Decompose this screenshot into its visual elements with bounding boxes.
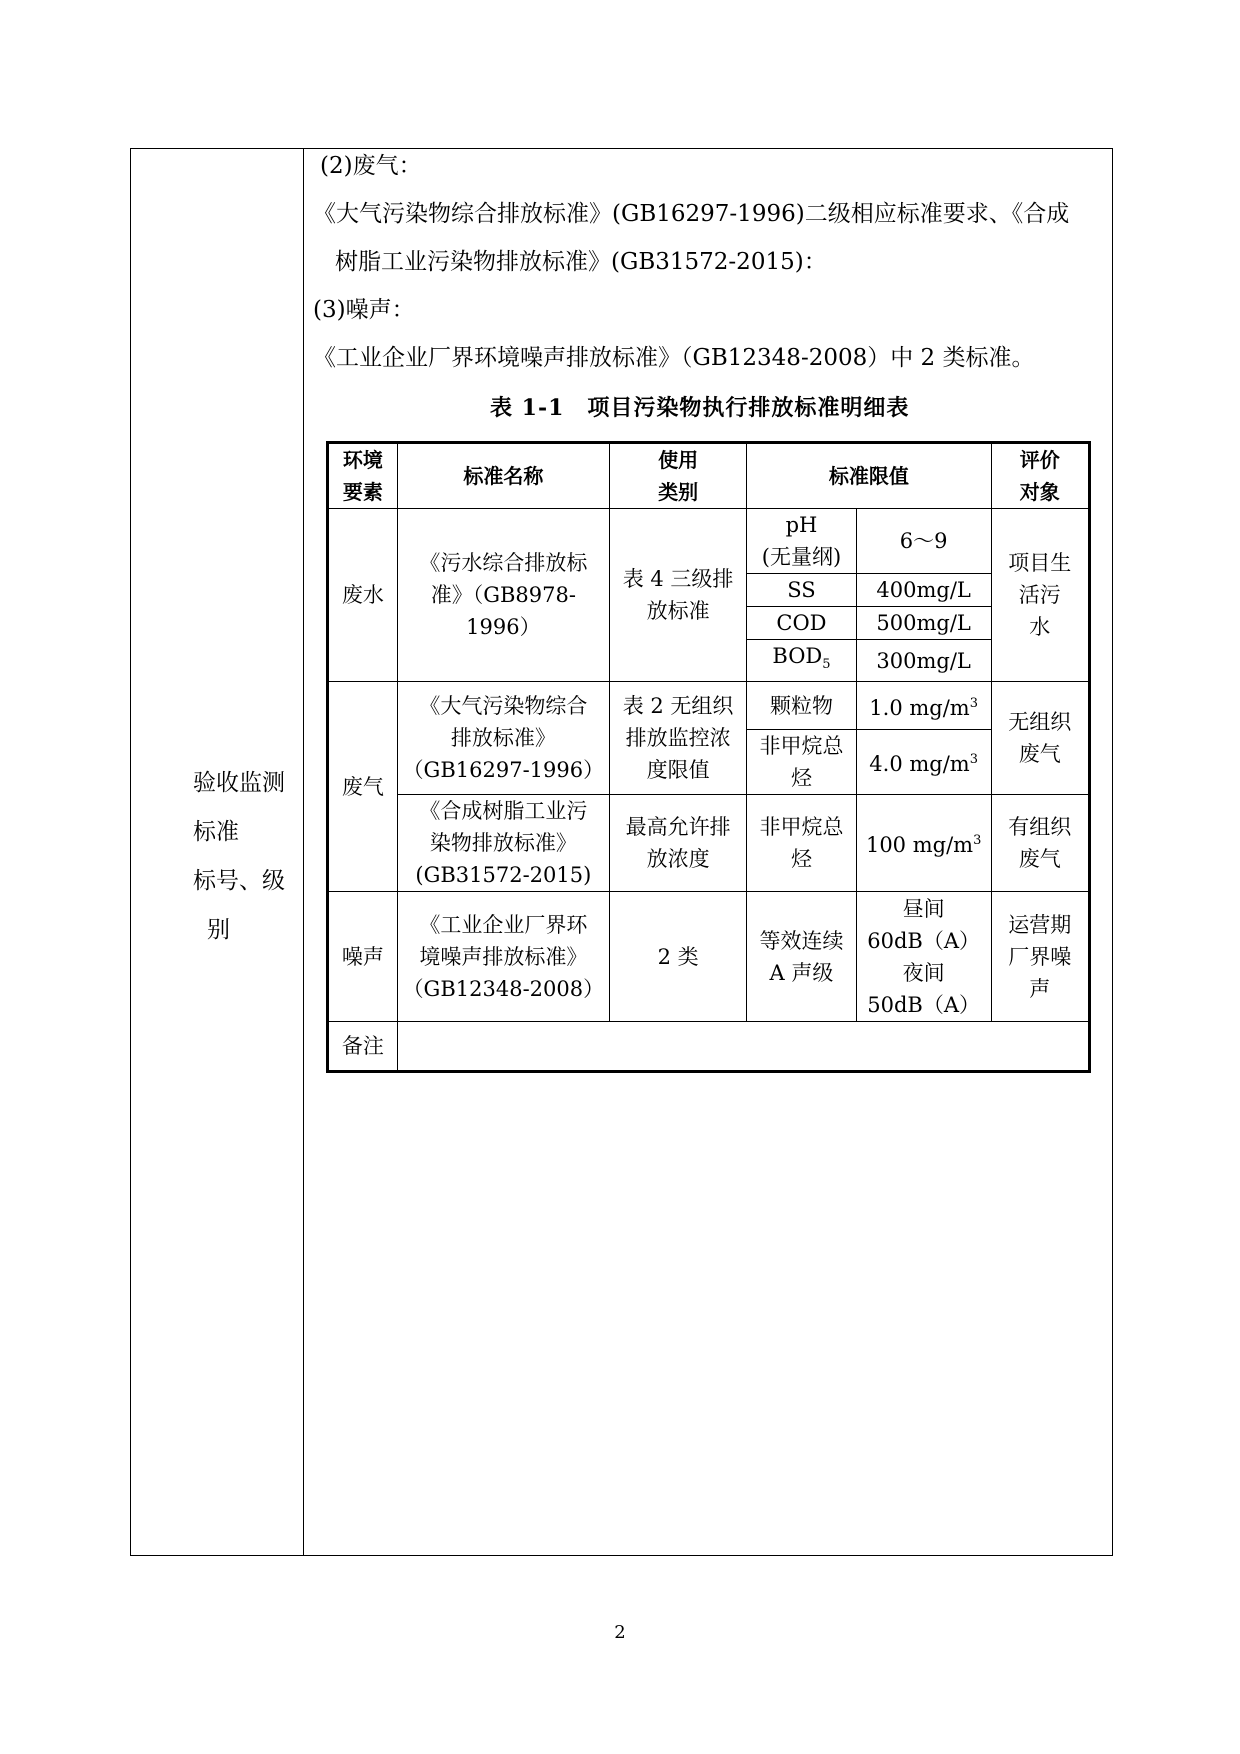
header-standard-name: 标准名称 bbox=[397, 443, 609, 509]
param-particulate: 颗粒物 bbox=[747, 682, 857, 730]
waste-gas-line-1: 《大气污染物综合排放标准》(GB16297-1996)二级相应标准要求、《合成 bbox=[313, 201, 1070, 227]
param-nmhc-unorganized: 非甲烷总 烃 bbox=[747, 730, 857, 795]
table-row bbox=[328, 682, 1090, 730]
row-label-line: 标准 bbox=[193, 819, 239, 845]
wastewater-usage: 表 4 三级排 放标准 bbox=[610, 509, 747, 682]
header-target: 评价 对象 bbox=[991, 443, 1089, 509]
header-limit: 标准限值 bbox=[747, 443, 991, 509]
table-row bbox=[328, 795, 1090, 892]
waste-gas-line-2: 树脂工业污染物排放标准》(GB31572-2015)： bbox=[335, 249, 827, 275]
table-row bbox=[328, 892, 1090, 1022]
row-label-line: 验收监测 bbox=[193, 770, 285, 796]
waste-gas-element: 废气 bbox=[328, 682, 398, 892]
frame-divider bbox=[303, 149, 304, 1555]
param-ph: pH (无量纲) bbox=[747, 509, 857, 574]
noise-usage: 2 类 bbox=[610, 892, 747, 1022]
noise-line-1: 《工业企业厂界环境噪声排放标准》（GB12348-2008）中 2 类标准。 bbox=[313, 345, 1035, 371]
wastewater-standard: 《污水综合排放标 准》（GB8978-1996） bbox=[397, 509, 609, 682]
noise-target: 运营期 厂界噪 声 bbox=[991, 892, 1089, 1022]
waste-gas-usage-2: 最高允许排 放浓度 bbox=[610, 795, 747, 892]
table-row bbox=[328, 1022, 1090, 1072]
wastewater-element: 废水 bbox=[328, 509, 398, 682]
page-number: 2 bbox=[614, 1622, 626, 1643]
value-cod: 500mg/L bbox=[856, 607, 991, 640]
param-cod: COD bbox=[747, 607, 857, 640]
waste-gas-target-1: 无组织 废气 bbox=[991, 682, 1089, 795]
value-nmhc-unorganized: 4.0 $mg/m^3$ bbox=[856, 730, 991, 795]
row-label bbox=[193, 759, 303, 955]
param-ss: SS bbox=[747, 574, 857, 607]
value-ss: 400mg/L bbox=[856, 574, 991, 607]
standards-table bbox=[326, 441, 1091, 1073]
noise-param: 等效连续 A 声级 bbox=[747, 892, 857, 1022]
table-title: 表 1-1 项目污染物执行排放标准明细表 bbox=[490, 395, 910, 421]
value-nmhc-organized: 100 $mg/m^3$ bbox=[856, 795, 991, 892]
noise-value: 昼间 60dB（A） 夜间 50dB（A） bbox=[856, 892, 991, 1022]
table-row bbox=[328, 509, 1090, 574]
table-header-row bbox=[328, 443, 1090, 509]
header-element: 环境 要素 bbox=[328, 443, 398, 509]
noise-element: 噪声 bbox=[328, 892, 398, 1022]
waste-gas-target-2: 有组织 废气 bbox=[991, 795, 1089, 892]
wastewater-target: 项目生 活污 水 bbox=[991, 509, 1089, 682]
value-ph: 6～9 bbox=[856, 509, 991, 574]
param-bod5: $BOD_5$ bbox=[747, 640, 857, 682]
noise-heading: (3)噪声： bbox=[313, 297, 415, 323]
remark-value bbox=[397, 1022, 1089, 1072]
waste-gas-standard-2: 《合成树脂工业污 染物排放标准》 (GB31572-2015) bbox=[397, 795, 609, 892]
value-particulate: 1.0 $mg/m^3$ bbox=[856, 682, 991, 730]
value-bod5: 300mg/L bbox=[856, 640, 991, 682]
waste-gas-usage-1: 表 2 无组织 排放监控浓 度限值 bbox=[610, 682, 747, 795]
row-label-line: 别 bbox=[207, 917, 230, 943]
header-usage: 使用 类别 bbox=[610, 443, 747, 509]
waste-gas-standard-1: 《大气污染物综合 排放标准》 （GB16297-1996） bbox=[397, 682, 609, 795]
remark-label: 备注 bbox=[328, 1022, 398, 1072]
param-nmhc-organized: 非甲烷总 烃 bbox=[747, 795, 857, 892]
waste-gas-heading: (2)废气： bbox=[320, 153, 422, 179]
noise-standard: 《工业企业厂界环 境噪声排放标准》 （GB12348-2008） bbox=[397, 892, 609, 1022]
row-label-line: 标号、级 bbox=[193, 868, 285, 894]
